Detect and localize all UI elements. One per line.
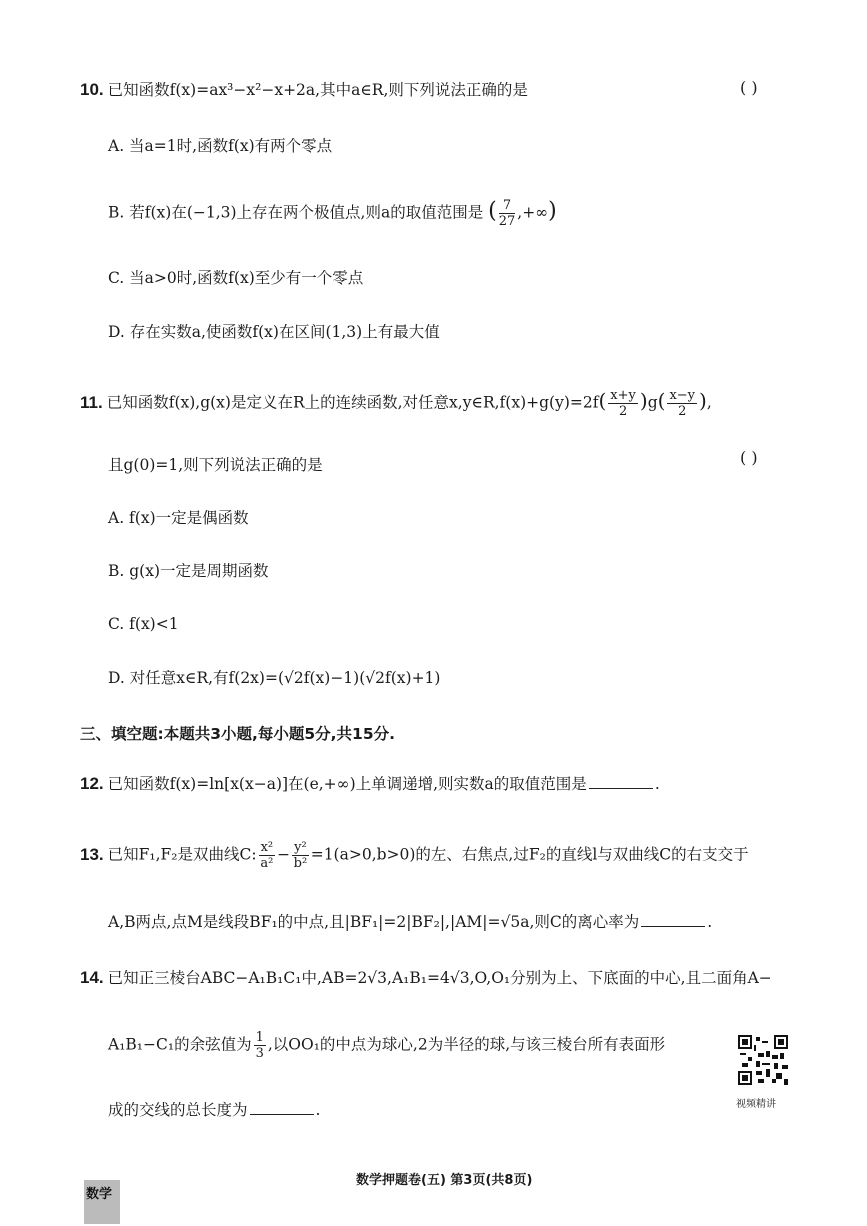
option-c: C. 当a>0时,函数f(x)至少有一个零点 <box>108 269 364 287</box>
answer-paren: ( ) <box>740 78 758 97</box>
subject-stamp-label: 数学 <box>86 1187 113 1202</box>
qr-caption: 视频精讲 <box>736 1099 776 1110</box>
fraction: $\frac{1}{3}$ <box>255 1030 264 1061</box>
section-heading: 三、填空题:本题共3小题,每小题5分,共15分. <box>80 725 396 743</box>
option-text: B. 若f(x)在(−1,3)上存在两个极值点,则a的取值范围是 <box>108 203 484 222</box>
option-d: D. 对任意x∈R,有f(2x)=(√2f(x)−1)(√2f(x)+1) <box>108 669 441 687</box>
option-b: B. 若f(x)在(−1,3)上存在两个极值点,则a的取值范围是 ( $\frac{7}{27}$ ,+∞) <box>108 198 557 229</box>
question-14-line2: A₁B₁−C₁的余弦值为 $\frac{1}{3}$ ,以OO₁的中点为球心,2为半径的球,与该三棱台所有表面形 <box>108 1030 666 1061</box>
question-13-line1: 13. 已知F₁,F₂是双曲线C: $\frac{\text{x²}}{\text{a²}}$ − $\frac{\text{y²}}{\text{b²}}$ =1(a>0,b>0)的左、右焦点,过F₂的直线l与双曲线C的右支交于 <box>80 840 749 871</box>
question-12: 12. 已知函数f(x)=ln[x(x−a)]在(e,+∞)上单调递增,则实数a的取值范围是 . <box>80 774 660 793</box>
qr-code-icon[interactable] <box>738 1035 788 1085</box>
fraction: $\frac{x+y}{2}$ <box>610 388 636 419</box>
fraction: $\frac{\text{x²}}{\text{a²}}$ <box>260 840 274 871</box>
answer-paren: ( ) <box>740 448 758 467</box>
question-number: 14. <box>80 968 104 987</box>
option-d: D. 存在实数a,使函数f(x)在区间(1,3)上有最大值 <box>108 323 440 341</box>
question-14-line1: 14. 已知正三棱台ABC−A₁B₁C₁中,AB=2√3,A₁B₁=4√3,O,O₁分别为上、下底面的中心,且二面角A− <box>80 968 772 987</box>
option-b: B. g(x)一定是周期函数 <box>108 562 269 580</box>
option-a: A. 当a=1时,函数f(x)有两个零点 <box>108 137 333 155</box>
fraction: $\frac{x-y}{2}$ <box>669 388 696 419</box>
question-11-stem: 11. 已知函数f(x),g(x)是定义在R上的连续函数,对任意x,y∈R,f(x)+g(y)=2f( $\frac{x+y}{2}$ )g( $\frac{x-y}{2}$ ), <box>80 388 712 419</box>
fraction: $\frac{\text{y²}}{\text{b²}}$ <box>293 840 308 871</box>
question-number: 10. <box>80 80 104 99</box>
question-10-stem <box>80 80 528 100</box>
question-11-stem-2: 且g(0)=1,则下列说法正确的是 <box>108 456 323 474</box>
question-number: 12. <box>80 774 104 793</box>
answer-blank[interactable] <box>641 926 705 927</box>
option-a: A. f(x)一定是偶函数 <box>108 509 249 527</box>
option-c: C. f(x)<1 <box>108 615 179 633</box>
page-footer: 数学押题卷(五) 第3页(共8页) <box>356 1173 533 1188</box>
answer-blank[interactable] <box>589 788 653 789</box>
question-text: 已知函数f(x)=ax³−x²−x+2a,其中a∈R,则下列说法正确的是 <box>107 81 528 99</box>
question-14-line3: 成的交线的总长度为 . <box>108 1101 321 1119</box>
question-number: 11. <box>80 392 103 412</box>
question-number: 13. <box>80 844 104 864</box>
question-13-line2: A,B两点,点M是线段BF₁的中点,且|BF₁|=2|BF₂|,|AM|=√5a,则C的离心率为 . <box>108 913 713 931</box>
fraction: $\frac{7}{27}$ <box>498 198 516 229</box>
answer-blank[interactable] <box>250 1114 314 1115</box>
